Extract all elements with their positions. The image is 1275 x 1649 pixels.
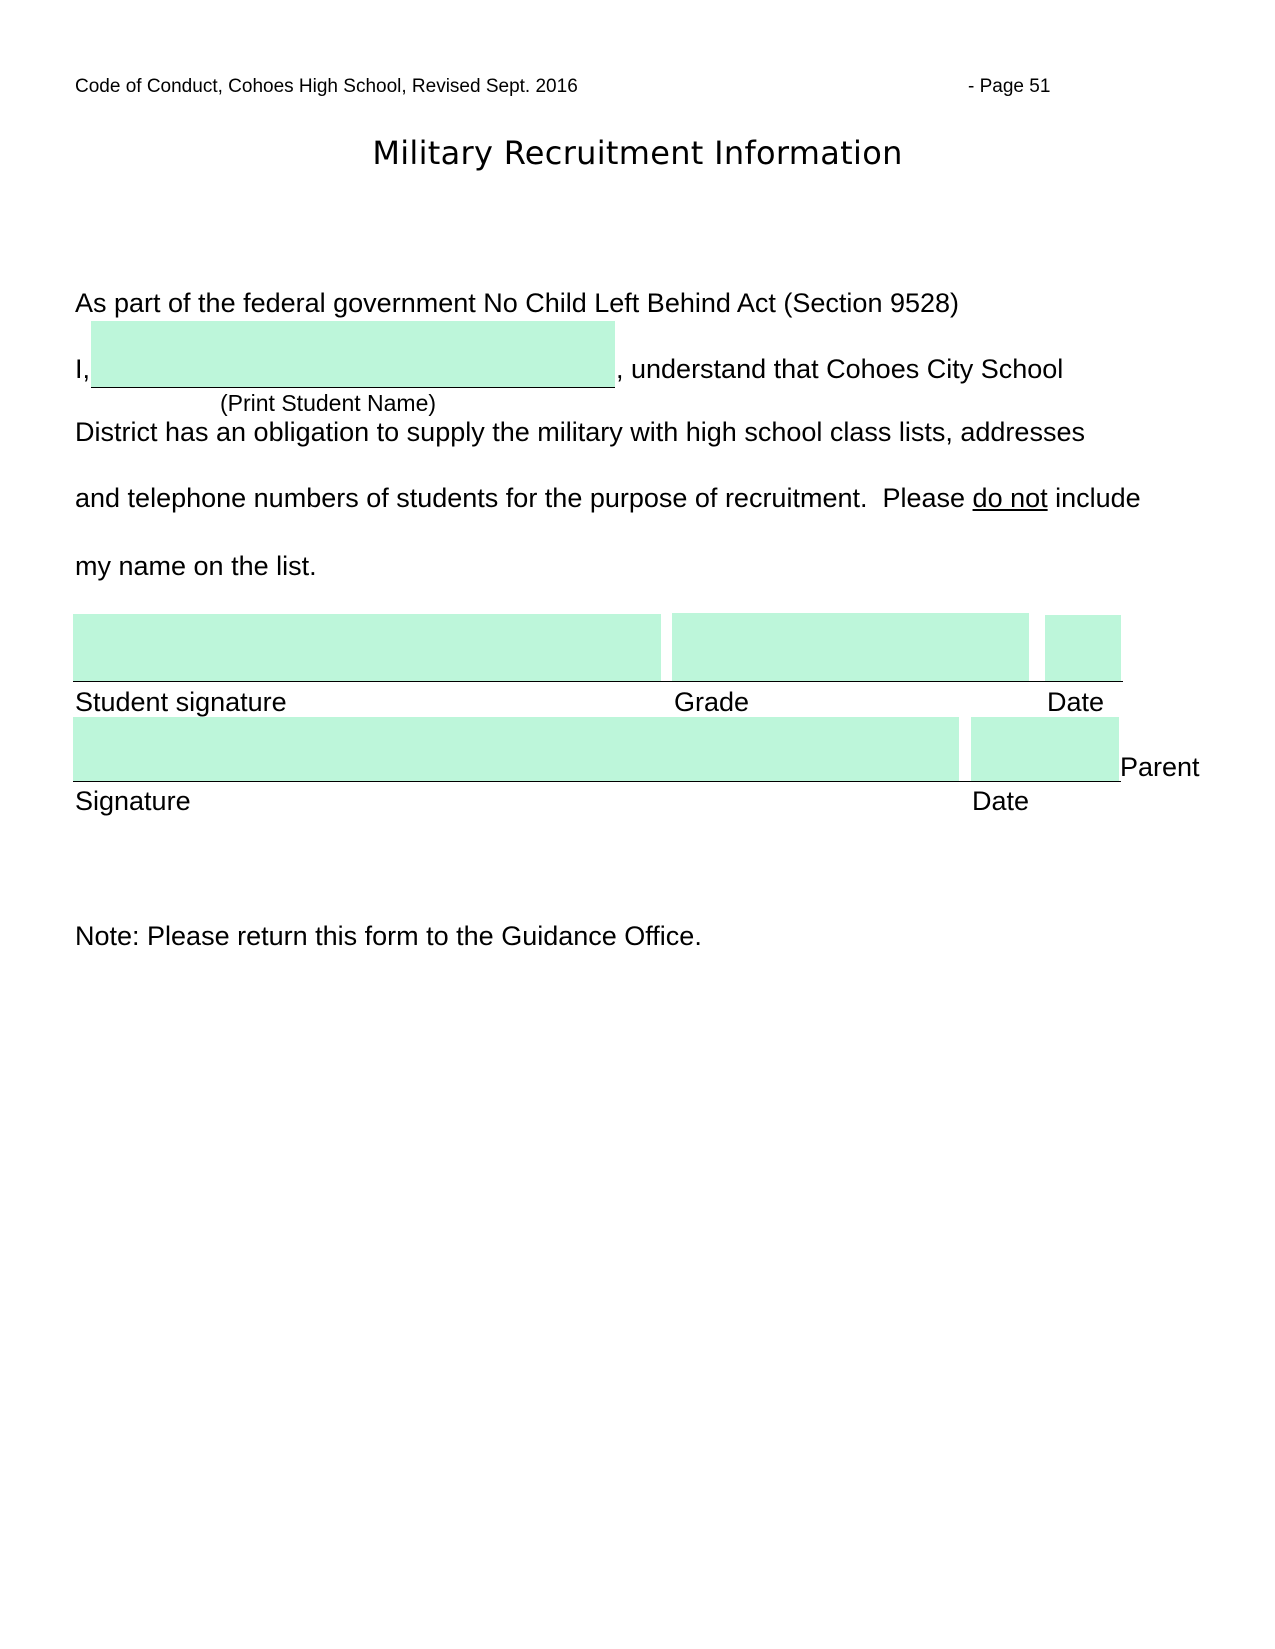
student-name-field[interactable] — [91, 321, 615, 388]
i-prefix: I, — [75, 354, 91, 384]
return-note: Note: Please return this form to the Guidance Office. — [75, 921, 702, 951]
header-page-number: - Page 51 — [968, 76, 1051, 97]
student-signature-label: Student signature — [75, 687, 287, 717]
body-line-4-end: include — [1047, 483, 1141, 513]
date-field[interactable] — [1045, 615, 1121, 681]
body-line-3: District has an obligation to supply the military with high school class lists, addresses — [75, 417, 1085, 447]
parent-date-label: Date — [972, 786, 1030, 816]
parent-signature-field[interactable] — [73, 717, 959, 781]
page-title: Military Recruitment Information — [372, 134, 903, 172]
parent-date-field[interactable] — [971, 717, 1119, 781]
body-line-4 — [75, 483, 1141, 514]
body-line-5: my name on the list. — [75, 551, 317, 581]
print-student-name-label: (Print Student Name) — [220, 390, 437, 416]
student-signature-rule — [73, 681, 1123, 682]
body-line-4-start: and telephone numbers of students for the purpose of recruitment. Please — [75, 483, 973, 513]
date-label: Date — [1047, 687, 1105, 717]
header-document-info: Code of Conduct, Cohoes High School, Revised Sept. 2016 — [75, 76, 578, 97]
understand-text: , understand that Cohoes City School — [616, 354, 1064, 384]
signature-label: Signature — [75, 786, 191, 816]
intro-line: As part of the federal government No Child Left Behind Act (Section 9528) — [75, 288, 960, 318]
grade-field[interactable] — [672, 613, 1029, 681]
grade-label: Grade — [674, 687, 750, 717]
student-signature-field[interactable] — [73, 614, 661, 681]
parent-signature-rule — [73, 781, 1121, 782]
do-not-emphasis: do not — [972, 483, 1048, 513]
parent-label: Parent — [1120, 752, 1200, 782]
